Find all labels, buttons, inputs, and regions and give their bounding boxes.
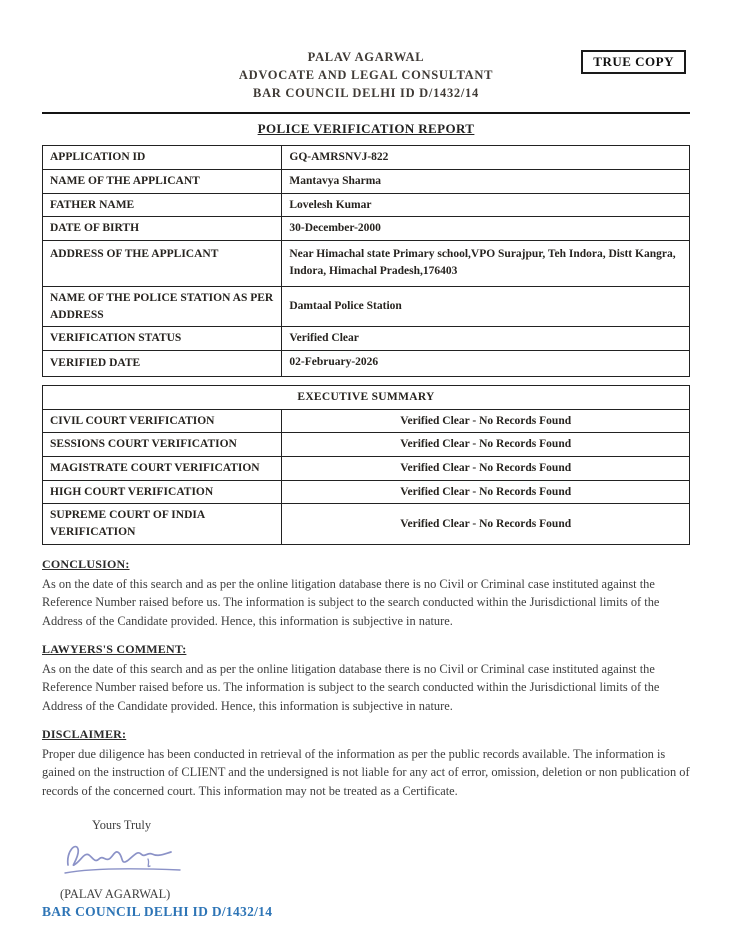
applicant-details-table — [42, 145, 690, 377]
table-row — [43, 351, 690, 377]
table-row — [43, 170, 690, 194]
field-value: Mantavya Sharma — [282, 170, 690, 194]
summary-label: HIGH COURT VERIFICATION — [43, 480, 282, 504]
field-label: NAME OF THE POLICE STATION AS PER ADDRESS — [43, 287, 282, 327]
lawyers-comment-heading: LAWYERS'S COMMENT: — [42, 641, 187, 656]
table-row — [43, 504, 690, 544]
conclusion-body: As on the date of this search and as per the online litigation database there is no Civil or Criminal case instituted against the Reference Number raised before us. The information is subject to the search conducted within the Jurisdictional limits of the Address of the Candidate provided. Hence, this information is subjective in nature. — [42, 576, 660, 628]
conclusion-heading: CONCLUSION: — [42, 556, 130, 571]
table-row — [43, 480, 690, 504]
true-copy-stamp — [581, 50, 686, 74]
table-row — [43, 386, 690, 410]
lawyers-comment-body: As on the date of this search and as per the online litigation database there is no Civil or Criminal case instituted against the Reference Number raised before us. The information is subject to the search conducted within the Jurisdictional limits of the Address of the Candidate provided. Hence, this information is subjective in nature. — [42, 661, 660, 713]
field-value: GQ-AMRSNVJ-822 — [282, 146, 690, 170]
summary-value: Verified Clear - No Records Found — [282, 480, 690, 504]
closing-salutation: Yours Truly — [92, 818, 152, 833]
table-row — [43, 217, 690, 241]
summary-value: Verified Clear - No Records Found — [282, 457, 690, 481]
field-value: Near Himachal state Primary school,VPO Surajpur, Teh Indora, Distt Kangra, Indora, Himachal Pradesh,176403 — [282, 241, 690, 287]
summary-label: SESSIONS COURT VERIFICATION — [43, 433, 282, 457]
header-divider — [42, 112, 690, 114]
field-label: VERIFIED DATE — [43, 351, 282, 377]
summary-value: Verified Clear - No Records Found — [282, 433, 690, 457]
disclaimer-section — [42, 727, 690, 800]
footer-bar-id: BAR COUNCIL DELHI ID D/1432/14 — [42, 904, 273, 920]
lawyers-comment-section — [42, 642, 690, 715]
conclusion-section — [42, 557, 690, 630]
table-row — [43, 287, 690, 327]
executive-summary-table — [42, 385, 690, 545]
table-row — [43, 193, 690, 217]
disclaimer-body: Proper due diligence has been conducted in retrieval of the information as per the public records available. The information is gained on the instruction of CLIENT and the undersigned is not liable for any act of error, omission, deletion or non publication of records of the concerned court. This information may not be treated as a Certificate. — [42, 746, 690, 798]
table-row — [43, 327, 690, 351]
letterhead-bar-id: BAR COUNCIL DELHI ID D/1432/14 — [253, 86, 479, 101]
disclaimer-heading: DISCLAIMER: — [42, 726, 127, 741]
field-label: FATHER NAME — [43, 193, 282, 217]
signature — [60, 837, 690, 887]
field-value: Lovelesh Kumar — [282, 193, 690, 217]
summary-label: MAGISTRATE COURT VERIFICATION — [43, 457, 282, 481]
summary-label: SUPREME COURT OF INDIA VERIFICATION — [43, 504, 282, 544]
field-label: ADDRESS OF THE APPLICANT — [43, 241, 282, 287]
summary-value: Verified Clear - No Records Found — [282, 409, 690, 433]
table-row — [43, 241, 690, 287]
signature-image — [60, 837, 190, 885]
executive-summary-title: EXECUTIVE SUMMARY — [43, 386, 690, 410]
field-value: Damtaal Police Station — [282, 287, 690, 327]
field-value: 02-February-2026 — [282, 351, 690, 377]
field-label: NAME OF THE APPLICANT — [43, 170, 282, 194]
letterhead-name: PALAV AGARWAL — [307, 50, 425, 64]
summary-value: Verified Clear - No Records Found — [282, 504, 690, 544]
true-copy-stamp-label: TRUE COPY — [593, 54, 674, 69]
field-label: APPLICATION ID — [43, 146, 282, 170]
field-label: VERIFICATION STATUS — [43, 327, 282, 351]
field-value: 30-December-2000 — [282, 217, 690, 241]
signatory-name: (PALAV AGARWAL) — [60, 887, 171, 902]
report-title: POLICE VERIFICATION REPORT — [257, 121, 475, 137]
letterhead-designation: ADVOCATE AND LEGAL CONSULTANT — [238, 68, 494, 83]
summary-label: CIVIL COURT VERIFICATION — [43, 409, 282, 433]
field-label: DATE OF BIRTH — [43, 217, 282, 241]
table-row — [43, 146, 690, 170]
table-row — [43, 409, 690, 433]
table-row — [43, 433, 690, 457]
table-row — [43, 457, 690, 481]
field-value: Verified Clear — [282, 327, 690, 351]
